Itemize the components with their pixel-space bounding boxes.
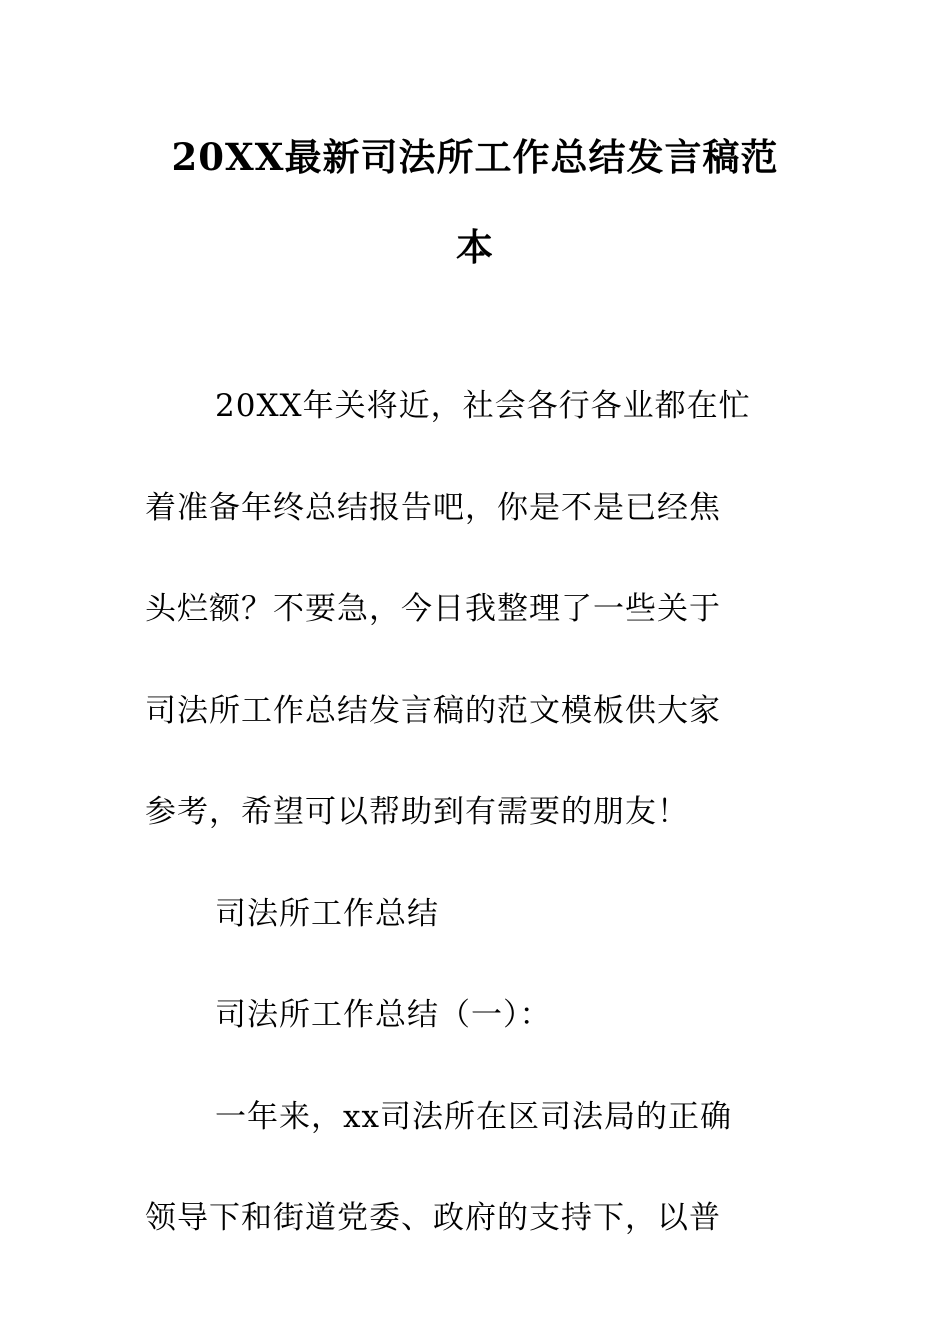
body-line-3: 头烂额？不要急，今日我整理了一些关于 — [145, 591, 721, 627]
subsection-heading: 司法所工作总结（一）： — [215, 997, 552, 1033]
title-line-1: 20XX最新司法所工作总结发言稿范 — [171, 135, 779, 179]
body-line-1: 20XX年关将近，社会各行各业都在忙 — [215, 388, 751, 424]
body-line-9: 领导下和街道党委、政府的支持下，以普 — [145, 1200, 721, 1236]
section-heading: 司法所工作总结 — [215, 895, 439, 932]
document-body — [145, 356, 805, 1270]
title-line-2: 本 — [456, 225, 494, 269]
document-title — [140, 112, 810, 292]
body-line-4: 司法所工作总结发言稿的范文模板供大家 — [145, 692, 721, 729]
body-line-2: 着准备年终总结报告吧，你是不是已经焦 — [145, 489, 721, 526]
body-line-5: 参考，希望可以帮助到有需要的朋友！ — [145, 794, 689, 830]
body-line-8: 一年来，xx司法所在区司法局的正确 — [215, 1098, 732, 1135]
